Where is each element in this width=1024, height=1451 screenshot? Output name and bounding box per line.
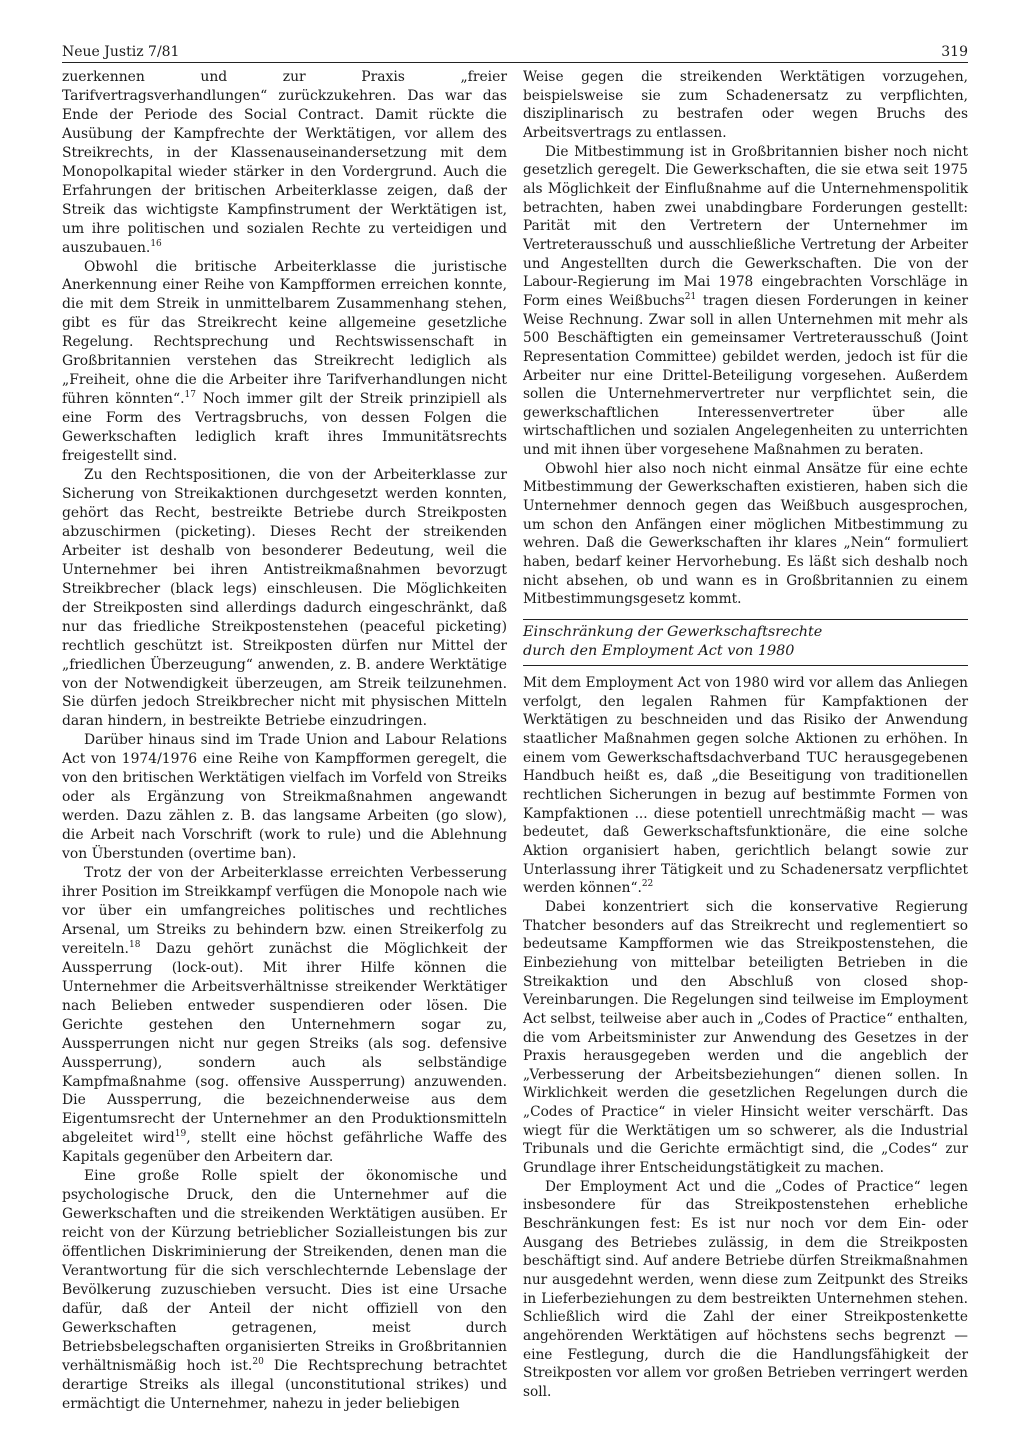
paragraph: Die Mitbestimmung ist in Großbritannien bisher noch nicht gesetzlich geregelt. Die Gewerkschaften, die sie etwa seit 1975 als Möglichkeit der Einflußnahme auf die Unternehmenspolitik betrachten, haben zwei unabdingbare Forderungen gestellt: Parität mit den Vertretern der Unternehmer im Vertreterausschuß und ausschließliche Vertretung der Arbeiter und Angestellten durch die Gewerkschaften. Die von der Labour-Regierung im Mai 1978 eingebrachten Vorschläge in Form eines Weißbuchs$^{21}$ tragen diesen Forderungen in keiner Weise Rechnung. Zwar soll in allen Unternehmen mit mehr als 500 Beschäftigten ein gemeinsamer Vertreterausschuß (Joint Representation Committee) gebildet werden, jedoch ist für die Arbeiter nur eine Drittel-Beteiligung vorgesehen. Außerdem sollen die Unternehmervertreter nur verpflichtet sein, die gewerkschaftlichen Interessenvertreter über alle wirtschaftlichen und sozialen Angelegenheiten zu unterrichten und mit ihnen über vorgesehene Maßnahmen zu beraten. [523, 143, 968, 459]
page-number: 319 [941, 44, 968, 60]
footnote-ref: 22 [641, 879, 654, 890]
paragraph: Der Employment Act und die „Codes of Practice“ legen insbesondere für das Streikpostenstehen erhebliche Beschränkungen fest: Es ist nur noch vor dem Ein- oder Ausgang des Betriebes zulässig, in dem die Streikposten beschäftigt sind. Auf andere Betriebe dürfen Streikmaßnahmen nur ausgedehnt werden, wenn diese zum Zeitpunkt des Streiks in Lieferbeziehungen zu dem bestreikten Unternehmen stehen. Schließlich wird die Zahl der einer Streikpostenkette angehörenden Werktätigen auf höchstens sechs begrenzt — eine Festlegung, durch die die Handlungsfähigkeit der Streikposten vor allem vor großen Betrieben verringert werden soll. [523, 1178, 968, 1400]
paragraph: Dabei konzentriert sich die konservative Regierung Thatcher besonders auf das Streikrecht und reglementiert so bedeutsame Kampfformen wie das Streikpostenstehen, die Einbeziehung von mittelbar beteiligten Betrieben in die Streikaktion und den Abschluß von closed shop-Vereinbarungen. Die Regelungen sind teilweise im Employment Act selbst, teilweise aber auch in „Codes of Practice“ enthalten, die vom Arbeitsminister zur Anwendung des Gesetzes in der Praxis herausgegeben werden und die angeblich der „Verbesserung der Arbeitsbeziehungen“ dienen sollen. In Wirklichkeit werden die gesetzlichen Regelungen durch die „Codes of Practice“ in vieler Hinsicht weiter verschärft. Das wiegt für die Werktätigen um so schwerer, als die Industrial Tribunals und die Gerichte ermächtigt sind, die „Codes“ zur Grundlage ihrer Entscheidungstätigkeit zu machen. [523, 898, 968, 1177]
paragraph: Obwohl die britische Arbeiterklasse die juristische Anerkennung einer Reihe von Kampfformen erreichen konnte, die mit dem Streik in unmittelbarem Zusammenhang stehen, gibt es für das Streikrecht keine allgemeine gesetzliche Regelung. Rechtsprechung und Rechtswissenschaft in Großbritannien verstehen das Streikrecht lediglich als „Freiheit, ohne die die Arbeiter ihre Tarifverhandlungen nicht führen könnten“.$^{17}$ Noch immer gilt der Streik prinzipiell als eine Form des Vertragsbruchs, von dessen Folgen die Gewerkschaften lediglich kraft ihres Immunitätsrechts freigestellt sind. [62, 258, 507, 465]
footnote-ref: 18 [128, 939, 141, 950]
text-columns [62, 68, 968, 1428]
section-heading [523, 619, 968, 666]
page [62, 40, 968, 1430]
paragraph: Darüber hinaus sind im Trade Union and Labour Relations Act von 1974/1976 eine Reihe von Kampfformen geregelt, die von den britischen Werktätigen vielfach im Vorfeld von Streiks oder als Ergänzung von Streikmaßnahmen angewandt werden. Dazu zählen z. B. das langsame Arbeiten (go slow), die Arbeit nach Vorschrift (work to rule) und die Ablehnung von Überstunden (overtime ban). [62, 732, 507, 863]
paragraph: Eine große Rolle spielt der ökonomische und psychologische Druck, den die Unternehmer auf die Gewerkschaften und die streikenden Werktätigen ausüben. Er reicht von der Kürzung betrieblicher Sozialleistungen bis zur öffentlichen Diskriminierung der Streikenden, denen man die Verantwortung für die sich verschlechternde Lebenslage der Bevölkerung zuzuschieben versucht. Dies ist eine Ursache dafür, daß der Anteil der nicht offiziell von den Gewerkschaften getragenen, meist durch Betriebsbelegschaften organisierten Streiks in Großbritannien verhältnismäßig hoch ist.$^{20}$ Die Rechtsprechung betrachtet derartige Streiks als illegal (unconstitutional strikes) und ermächtigt die Unternehmer, nahezu in jeder beliebigen [62, 1168, 507, 1412]
journal-title: Neue Justiz 7/81 [62, 44, 180, 60]
section-heading-line: Einschränkung der Gewerkschaftsrechte [523, 624, 823, 641]
section-heading-line: durch den Employment Act von 1980 [523, 643, 795, 660]
footnote-ref: 19 [174, 1129, 187, 1140]
paragraph: Zu den Rechtspositionen, die von der Arbeiterklasse zur Sicherung von Streikaktionen durchgesetzt werden konnten, gehört das Recht, bestreikte Betriebe durch Streikposten abzuschirmen (picketing). Dieses Recht der streikenden Arbeiter ist deshalb von besonderer Bedeutung, weil die Unternehmer bei ihren Antistreikmaßnahmen bevorzugt Streikbrecher (black legs) einschleusen. Die Möglichkeiten der Streikposten sind allerdings dadurch eingeschränkt, daß nur das friedliche Streikpostenstehen (peaceful picketing) rechtlich geschützt ist. Streikposten dürfen nur Mittel der „friedlichen Überzeugung“ anwenden, z. B. andere Werktätige von der Notwendigkeit überzeugen, am Streik teilzunehmen. Sie dürfen jedoch Streikbrecher nicht mit physischen Mitteln daran hindern, in bestreikte Betriebe einzudringen. [62, 467, 507, 730]
left-column [62, 68, 507, 1414]
paragraph: Obwohl hier also noch nicht einmal Ansätze für eine echte Mitbestimmung der Gewerkschaften existieren, haben sich die Unternehmer dennoch gegen das Weißbuch ausgesprochen, um schon den Anfängen einer möglichen Mitbestimmung zu wehren. Daß die Gewerkschaften ihr klares „Nein“ formuliert haben, bedarf keiner Hervorhebung. Es läßt sich deshalb noch nicht absehen, ob und wann es in Großbritannien zu einem Mitbestimmungsgesetz kommt. [523, 460, 968, 608]
right-column [523, 68, 968, 1402]
footnote-ref: 17 [184, 390, 196, 401]
paragraph: Trotz der von der Arbeiterklasse erreichten Verbesserung ihrer Position im Streikkampf verfügen die Monopole nach wie vor über ein umfangreiches politisches und rechtliches Arsenal, um Streiks zu behindern bzw. einen Streikerfolg zu vereiteln.$^{18}$ Dazu gehört zunächst die Möglichkeit der Aussperrung (lock-out). Mit ihrer Hilfe können die Unternehmer die Arbeitsverhältnisse streikender Werktätiger nach Belieben entweder suspendieren oder lösen. Die Gerichte gestehen den Unternehmern sogar zu, Aussperrungen nicht nur gegen Streiks (als sog. defensive Aussperrung), sondern auch als selbständige Kampfmaßnahme (sog. offensive Aussperrung) anzuwenden. Die Aussperrung, die bezeichnenderweise aus dem Eigentumsrecht der Unternehmer an den Produktionsmitteln abgeleitet wird$^{19}$, stellt eine höchst gefährliche Waffe des Kapitals gegenüber den Arbeitern dar. [62, 865, 507, 1166]
running-header [62, 40, 968, 63]
paragraph: Weise gegen die streikenden Werktätigen vorzugehen, beispielsweise sie zum Schadenersatz zu verpflichten, disziplinarisch zu bestrafen oder wegen Bruchs des Arbeitsvertrags zu entlassen. [523, 69, 968, 141]
footnote-ref: 21 [684, 291, 697, 302]
paragraph: Mit dem Employment Act von 1980 wird vor allem das Anliegen verfolgt, den legalen Rahmen für Kampfaktionen der Werktätigen zu beschneiden und das Risiko der Anwendung staatlicher Maßnahmen gegen solche Aktionen zu erhöhen. In einem vom Gewerkschaftsdachverband TUC herausgegebenen Handbuch heißt es, daß „die Beseitigung von traditionellen rechtlichen Sicherungen in bezug auf bestimmte Formen von Kampfaktionen ... diese potentiell unrechtmäßig macht — was bedeutet, daß Gewerkschaftsfunktionäre, die eine solche Aktion organisiert haben, gerichtlich belangt sowie zur Unterlassung ihrer Tätigkeit und zu Schadenersatz verpflichtet werden können“.$^{22}$ [523, 675, 968, 897]
footnote-ref: 16 [150, 238, 162, 249]
paragraph: zuerkennen und zur Praxis „freier Tarifvertragsverhandlungen“ zurückzukehren. Das war das Ende der Periode des Social Contract. Damit rückte die Ausübung der Kampfrechte der Werktätigen, vor allem des Streikrechts, in der Klassenauseinandersetzung mit dem Monopolkapital wieder stärker in den Vordergrund. Auch die Erfahrungen der britischen Arbeiterklasse zeigen, daß der Streik das wichtigste Kampfinstrument der Werktätigen ist, um ihre politischen und sozialen Rechte zu verteidigen und auszubauen.$^{16}$ [62, 69, 507, 256]
footnote-ref: 20 [252, 1356, 264, 1367]
